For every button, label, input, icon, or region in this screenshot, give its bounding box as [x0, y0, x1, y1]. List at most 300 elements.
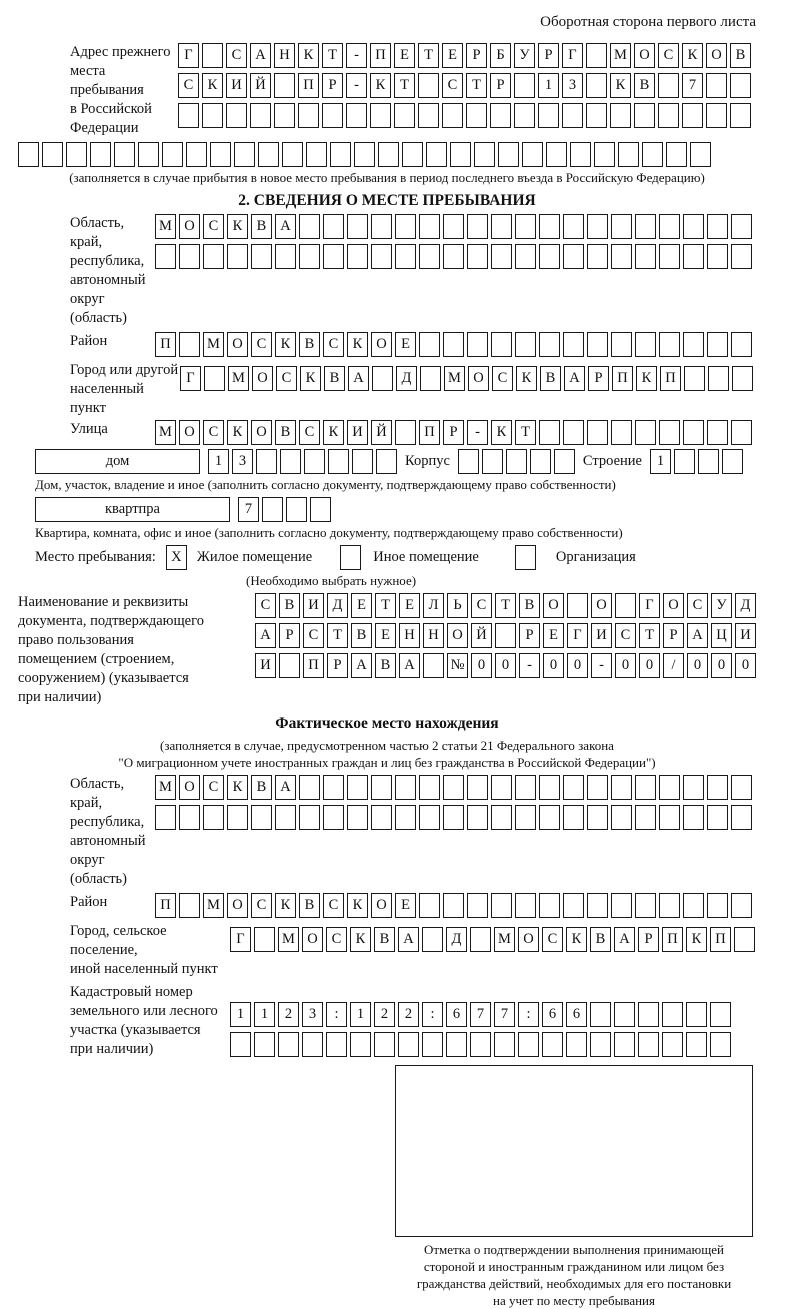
char-cell[interactable]	[418, 103, 439, 128]
char-cell[interactable]: С	[323, 332, 344, 357]
char-cell[interactable]: В	[634, 73, 655, 98]
checkbox-organizaciya[interactable]	[515, 545, 536, 570]
char-cell[interactable]	[352, 449, 373, 474]
char-cell[interactable]	[179, 332, 200, 357]
char-cell[interactable]	[302, 1032, 323, 1057]
char-cell[interactable]: 0	[687, 653, 708, 678]
char-cell[interactable]: У	[711, 593, 732, 618]
char-cell[interactable]	[347, 775, 368, 800]
char-cell[interactable]	[422, 927, 443, 952]
char-cell[interactable]	[467, 244, 488, 269]
char-cell[interactable]	[707, 775, 728, 800]
char-cell[interactable]	[422, 1032, 443, 1057]
char-cell[interactable]: В	[730, 43, 751, 68]
char-cell[interactable]	[659, 214, 680, 239]
char-cell[interactable]: 3	[232, 449, 253, 474]
char-cell[interactable]	[515, 775, 536, 800]
char-cell[interactable]	[611, 420, 632, 445]
char-cell[interactable]	[282, 142, 303, 167]
char-cell[interactable]: 3	[302, 1002, 323, 1027]
char-cell[interactable]	[467, 893, 488, 918]
char-cell[interactable]: Т	[394, 73, 415, 98]
char-cell[interactable]	[280, 449, 301, 474]
char-cell[interactable]	[638, 1032, 659, 1057]
char-cell[interactable]: Е	[394, 43, 415, 68]
char-cell[interactable]: П	[660, 366, 681, 391]
char-cell[interactable]: Р	[663, 623, 684, 648]
char-cell[interactable]: С	[203, 420, 224, 445]
char-cell[interactable]: 0	[639, 653, 660, 678]
char-cell[interactable]: М	[155, 214, 176, 239]
char-cell[interactable]: Т	[322, 43, 343, 68]
char-cell[interactable]	[730, 103, 751, 128]
char-cell[interactable]	[202, 43, 223, 68]
checkbox-zhiloe[interactable]: X	[166, 545, 187, 570]
char-cell[interactable]: :	[422, 1002, 443, 1027]
char-cell[interactable]	[467, 775, 488, 800]
char-cell[interactable]	[426, 142, 447, 167]
char-cell[interactable]	[491, 893, 512, 918]
char-cell[interactable]	[554, 449, 575, 474]
char-cell[interactable]: Д	[446, 927, 467, 952]
char-cell[interactable]: А	[255, 623, 276, 648]
char-cell[interactable]	[419, 244, 440, 269]
char-cell[interactable]	[227, 244, 248, 269]
char-cell[interactable]: М	[494, 927, 515, 952]
char-cell[interactable]	[698, 449, 719, 474]
char-cell[interactable]	[611, 214, 632, 239]
char-cell[interactable]	[323, 214, 344, 239]
char-cell[interactable]	[659, 332, 680, 357]
char-cell[interactable]: 7	[238, 497, 259, 522]
char-cell[interactable]: О	[518, 927, 539, 952]
char-cell[interactable]: С	[255, 593, 276, 618]
char-cell[interactable]	[659, 805, 680, 830]
char-cell[interactable]: К	[227, 214, 248, 239]
char-cell[interactable]: В	[299, 332, 320, 357]
char-cell[interactable]: М	[610, 43, 631, 68]
char-cell[interactable]: О	[371, 332, 392, 357]
char-cell[interactable]: М	[228, 366, 249, 391]
char-cell[interactable]	[538, 103, 559, 128]
char-cell[interactable]	[371, 214, 392, 239]
char-cell[interactable]: 1	[230, 1002, 251, 1027]
char-cell[interactable]	[286, 497, 307, 522]
char-cell[interactable]: С	[276, 366, 297, 391]
char-cell[interactable]	[474, 142, 495, 167]
char-cell[interactable]	[203, 244, 224, 269]
char-cell[interactable]: Т	[515, 420, 536, 445]
char-cell[interactable]	[279, 653, 300, 678]
char-cell[interactable]: В	[590, 927, 611, 952]
char-cell[interactable]	[731, 214, 752, 239]
char-cell[interactable]: К	[610, 73, 631, 98]
char-cell[interactable]	[586, 43, 607, 68]
char-cell[interactable]: К	[491, 420, 512, 445]
char-cell[interactable]	[42, 142, 63, 167]
char-cell[interactable]	[587, 893, 608, 918]
char-cell[interactable]: В	[251, 775, 272, 800]
char-cell[interactable]	[450, 142, 471, 167]
char-cell[interactable]: С	[658, 43, 679, 68]
char-cell[interactable]	[683, 775, 704, 800]
char-cell[interactable]	[515, 332, 536, 357]
char-cell[interactable]	[230, 1032, 251, 1057]
char-cell[interactable]	[443, 332, 464, 357]
char-cell[interactable]	[467, 805, 488, 830]
char-cell[interactable]	[638, 1002, 659, 1027]
char-cell[interactable]	[347, 244, 368, 269]
char-cell[interactable]	[299, 214, 320, 239]
char-cell[interactable]	[662, 1002, 683, 1027]
char-cell[interactable]	[539, 244, 560, 269]
char-cell[interactable]	[515, 893, 536, 918]
char-cell[interactable]	[731, 775, 752, 800]
char-cell[interactable]	[666, 142, 687, 167]
char-cell[interactable]	[707, 214, 728, 239]
char-cell[interactable]	[546, 142, 567, 167]
char-cell[interactable]	[539, 775, 560, 800]
char-cell[interactable]	[506, 449, 527, 474]
char-cell[interactable]: К	[347, 332, 368, 357]
char-cell[interactable]: И	[347, 420, 368, 445]
char-cell[interactable]: Т	[418, 43, 439, 68]
char-cell[interactable]	[66, 142, 87, 167]
char-cell[interactable]: Р	[588, 366, 609, 391]
char-cell[interactable]: К	[686, 927, 707, 952]
char-cell[interactable]	[563, 214, 584, 239]
char-cell[interactable]: Ь	[447, 593, 468, 618]
char-cell[interactable]: Н	[399, 623, 420, 648]
char-cell[interactable]: 7	[682, 73, 703, 98]
char-cell[interactable]	[635, 244, 656, 269]
char-cell[interactable]	[323, 775, 344, 800]
char-cell[interactable]: Б	[490, 43, 511, 68]
char-cell[interactable]: О	[543, 593, 564, 618]
char-cell[interactable]	[328, 449, 349, 474]
char-cell[interactable]: Т	[375, 593, 396, 618]
char-cell[interactable]: Т	[639, 623, 660, 648]
char-cell[interactable]: Р	[322, 73, 343, 98]
char-cell[interactable]	[114, 142, 135, 167]
char-cell[interactable]	[446, 1032, 467, 1057]
char-cell[interactable]: В	[351, 623, 372, 648]
char-cell[interactable]	[443, 214, 464, 239]
char-cell[interactable]	[227, 805, 248, 830]
char-cell[interactable]	[419, 332, 440, 357]
char-cell[interactable]: П	[303, 653, 324, 678]
char-cell[interactable]: 1	[254, 1002, 275, 1027]
char-cell[interactable]: А	[564, 366, 585, 391]
char-cell[interactable]	[731, 893, 752, 918]
char-cell[interactable]	[659, 420, 680, 445]
char-cell[interactable]	[635, 214, 656, 239]
char-cell[interactable]	[707, 244, 728, 269]
char-cell[interactable]	[635, 805, 656, 830]
char-cell[interactable]: В	[324, 366, 345, 391]
char-cell[interactable]	[18, 142, 39, 167]
char-cell[interactable]: О	[227, 332, 248, 357]
char-cell[interactable]	[395, 775, 416, 800]
char-cell[interactable]: Р	[279, 623, 300, 648]
char-cell[interactable]: :	[326, 1002, 347, 1027]
char-cell[interactable]: Й	[471, 623, 492, 648]
char-cell[interactable]: 6	[542, 1002, 563, 1027]
char-cell[interactable]	[539, 893, 560, 918]
char-cell[interactable]: /	[663, 653, 684, 678]
char-cell[interactable]	[563, 332, 584, 357]
char-cell[interactable]	[179, 893, 200, 918]
char-cell[interactable]	[706, 103, 727, 128]
char-cell[interactable]: К	[347, 893, 368, 918]
char-cell[interactable]: С	[492, 366, 513, 391]
char-cell[interactable]	[658, 103, 679, 128]
char-cell[interactable]	[378, 142, 399, 167]
char-cell[interactable]	[304, 449, 325, 474]
char-cell[interactable]	[491, 805, 512, 830]
char-cell[interactable]: С	[471, 593, 492, 618]
char-cell[interactable]: И	[226, 73, 247, 98]
char-cell[interactable]	[402, 142, 423, 167]
char-cell[interactable]	[611, 332, 632, 357]
char-cell[interactable]	[298, 103, 319, 128]
char-cell[interactable]	[275, 805, 296, 830]
char-cell[interactable]	[690, 142, 711, 167]
char-cell[interactable]: М	[155, 420, 176, 445]
char-cell[interactable]	[203, 805, 224, 830]
char-cell[interactable]: 7	[494, 1002, 515, 1027]
char-cell[interactable]: 6	[446, 1002, 467, 1027]
char-cell[interactable]: С	[203, 214, 224, 239]
char-cell[interactable]	[683, 332, 704, 357]
char-cell[interactable]: Р	[490, 73, 511, 98]
char-cell[interactable]	[162, 142, 183, 167]
char-cell[interactable]	[542, 1032, 563, 1057]
char-cell[interactable]	[262, 497, 283, 522]
char-cell[interactable]	[587, 775, 608, 800]
char-cell[interactable]: П	[419, 420, 440, 445]
char-cell[interactable]: В	[519, 593, 540, 618]
char-cell[interactable]: К	[682, 43, 703, 68]
char-cell[interactable]	[179, 244, 200, 269]
char-cell[interactable]	[587, 244, 608, 269]
char-cell[interactable]: Е	[442, 43, 463, 68]
char-cell[interactable]	[226, 103, 247, 128]
char-cell[interactable]: К	[350, 927, 371, 952]
char-cell[interactable]: И	[303, 593, 324, 618]
char-cell[interactable]: П	[155, 332, 176, 357]
char-cell[interactable]	[323, 805, 344, 830]
char-cell[interactable]: Г	[567, 623, 588, 648]
char-cell[interactable]: Р	[638, 927, 659, 952]
char-cell[interactable]	[563, 893, 584, 918]
char-cell[interactable]	[563, 775, 584, 800]
char-cell[interactable]: О	[706, 43, 727, 68]
char-cell[interactable]	[443, 244, 464, 269]
char-cell[interactable]	[251, 805, 272, 830]
char-cell[interactable]	[326, 1032, 347, 1057]
char-cell[interactable]: К	[323, 420, 344, 445]
char-cell[interactable]	[491, 332, 512, 357]
char-cell[interactable]	[586, 73, 607, 98]
char-cell[interactable]: К	[370, 73, 391, 98]
char-cell[interactable]	[659, 244, 680, 269]
char-cell[interactable]: В	[540, 366, 561, 391]
char-cell[interactable]: Р	[466, 43, 487, 68]
char-cell[interactable]	[254, 1032, 275, 1057]
char-cell[interactable]	[372, 366, 393, 391]
char-cell[interactable]	[419, 775, 440, 800]
char-cell[interactable]: А	[687, 623, 708, 648]
char-cell[interactable]: -	[346, 43, 367, 68]
char-cell[interactable]	[611, 805, 632, 830]
char-cell[interactable]	[539, 805, 560, 830]
char-cell[interactable]: К	[298, 43, 319, 68]
char-cell[interactable]: К	[636, 366, 657, 391]
char-cell[interactable]	[611, 775, 632, 800]
char-cell[interactable]	[202, 103, 223, 128]
char-cell[interactable]	[587, 420, 608, 445]
char-cell[interactable]	[683, 420, 704, 445]
char-cell[interactable]: Д	[735, 593, 756, 618]
char-cell[interactable]	[418, 73, 439, 98]
char-cell[interactable]	[234, 142, 255, 167]
char-cell[interactable]: И	[591, 623, 612, 648]
char-cell[interactable]	[707, 805, 728, 830]
char-cell[interactable]	[395, 805, 416, 830]
char-cell[interactable]	[731, 332, 752, 357]
char-cell[interactable]: И	[735, 623, 756, 648]
char-cell[interactable]: А	[399, 653, 420, 678]
char-cell[interactable]: Т	[466, 73, 487, 98]
char-cell[interactable]	[662, 1032, 683, 1057]
char-cell[interactable]	[590, 1002, 611, 1027]
char-cell[interactable]	[178, 103, 199, 128]
char-cell[interactable]	[299, 244, 320, 269]
char-cell[interactable]	[708, 366, 729, 391]
char-cell[interactable]	[590, 1032, 611, 1057]
char-cell[interactable]: О	[371, 893, 392, 918]
char-cell[interactable]	[138, 142, 159, 167]
char-cell[interactable]: Н	[423, 623, 444, 648]
char-cell[interactable]: К	[227, 775, 248, 800]
char-cell[interactable]	[587, 214, 608, 239]
char-cell[interactable]	[722, 449, 743, 474]
char-cell[interactable]	[498, 142, 519, 167]
char-cell[interactable]	[539, 420, 560, 445]
char-cell[interactable]: С	[615, 623, 636, 648]
char-cell[interactable]	[466, 103, 487, 128]
char-cell[interactable]: Г	[230, 927, 251, 952]
char-cell[interactable]: Г	[639, 593, 660, 618]
char-cell[interactable]	[731, 805, 752, 830]
char-cell[interactable]: С	[178, 73, 199, 98]
char-cell[interactable]: 0	[615, 653, 636, 678]
char-cell[interactable]	[710, 1032, 731, 1057]
char-cell[interactable]: О	[663, 593, 684, 618]
char-cell[interactable]: -	[346, 73, 367, 98]
char-cell[interactable]: Г	[562, 43, 583, 68]
char-cell[interactable]	[310, 497, 331, 522]
char-cell[interactable]	[179, 805, 200, 830]
char-cell[interactable]	[470, 1032, 491, 1057]
char-cell[interactable]	[566, 1032, 587, 1057]
char-cell[interactable]	[563, 420, 584, 445]
char-cell[interactable]: К	[516, 366, 537, 391]
char-cell[interactable]	[530, 449, 551, 474]
char-cell[interactable]: О	[634, 43, 655, 68]
char-cell[interactable]	[642, 142, 663, 167]
char-cell[interactable]	[395, 420, 416, 445]
char-cell[interactable]: О	[251, 420, 272, 445]
char-cell[interactable]	[618, 142, 639, 167]
char-cell[interactable]	[659, 893, 680, 918]
char-cell[interactable]	[350, 1032, 371, 1057]
char-cell[interactable]: 0	[711, 653, 732, 678]
char-cell[interactable]: П	[298, 73, 319, 98]
char-cell[interactable]	[563, 805, 584, 830]
char-cell[interactable]: 0	[567, 653, 588, 678]
char-cell[interactable]	[614, 1032, 635, 1057]
char-cell[interactable]: №	[447, 653, 468, 678]
char-cell[interactable]	[635, 775, 656, 800]
char-cell[interactable]: Г	[178, 43, 199, 68]
char-cell[interactable]	[562, 103, 583, 128]
char-cell[interactable]: Р	[519, 623, 540, 648]
char-cell[interactable]: С	[226, 43, 247, 68]
char-cell[interactable]: -	[467, 420, 488, 445]
char-cell[interactable]	[494, 1032, 515, 1057]
char-cell[interactable]: 6	[566, 1002, 587, 1027]
char-cell[interactable]: О	[302, 927, 323, 952]
char-cell[interactable]	[522, 142, 543, 167]
char-cell[interactable]: 1	[208, 449, 229, 474]
char-cell[interactable]	[611, 244, 632, 269]
char-cell[interactable]	[734, 927, 755, 952]
char-cell[interactable]	[299, 805, 320, 830]
char-cell[interactable]	[710, 1002, 731, 1027]
char-cell[interactable]	[586, 103, 607, 128]
char-cell[interactable]: Е	[395, 893, 416, 918]
char-cell[interactable]: М	[203, 893, 224, 918]
char-cell[interactable]: А	[614, 927, 635, 952]
char-cell[interactable]	[371, 805, 392, 830]
char-cell[interactable]	[490, 103, 511, 128]
char-cell[interactable]: Ц	[711, 623, 732, 648]
char-cell[interactable]: С	[687, 593, 708, 618]
char-cell[interactable]: С	[442, 73, 463, 98]
char-cell[interactable]	[275, 244, 296, 269]
char-cell[interactable]: Т	[495, 593, 516, 618]
char-cell[interactable]	[563, 244, 584, 269]
char-cell[interactable]: М	[155, 775, 176, 800]
checkbox-inoe[interactable]	[340, 545, 361, 570]
char-cell[interactable]	[683, 214, 704, 239]
char-cell[interactable]	[731, 420, 752, 445]
char-cell[interactable]	[347, 214, 368, 239]
char-cell[interactable]	[90, 142, 111, 167]
char-cell[interactable]	[374, 1032, 395, 1057]
char-cell[interactable]: В	[374, 927, 395, 952]
char-cell[interactable]	[371, 244, 392, 269]
char-cell[interactable]: -	[519, 653, 540, 678]
char-cell[interactable]: В	[299, 893, 320, 918]
char-cell[interactable]: Й	[371, 420, 392, 445]
char-cell[interactable]	[674, 449, 695, 474]
char-cell[interactable]: Г	[180, 366, 201, 391]
char-cell[interactable]: О	[252, 366, 273, 391]
char-cell[interactable]: 2	[278, 1002, 299, 1027]
